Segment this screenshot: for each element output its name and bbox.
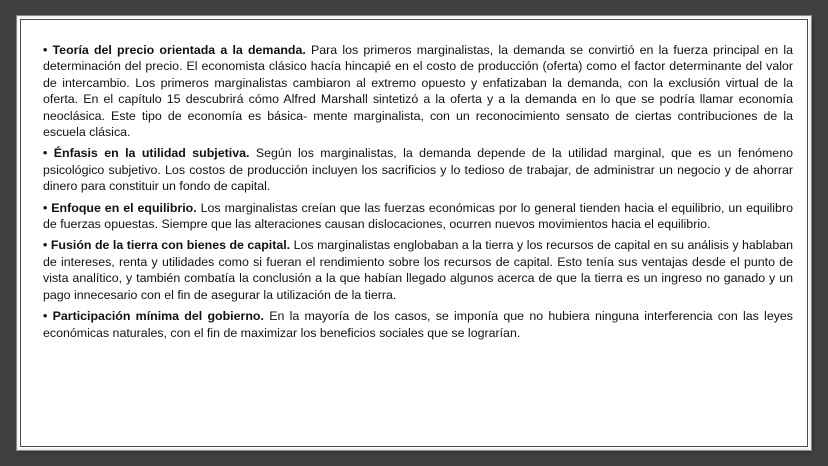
paragraph-title: Énfasis en la utilidad subjetiva. — [53, 146, 250, 161]
paragraph-land-capital-fusion — [43, 237, 793, 303]
paragraph-body: Para los primeros marginalistas, la demanda se convirtió en la fuerza principal en la determinación del precio. El economista clásico hacía hincapié en el costo de producción (oferta) como el factor determinante del valor de intercambio. Los primeros marginalistas cambiaron al extremo opuesto y enfatizaban la demanda, con la exclusión virtual de la oferta. En el capítulo 15 descubrirá cómo Alfred Marshall sintetizó a la oferta y a la demanda en lo que se podría llamar economía neoclásica. Este tipo de economía es básica- mente marginalista, con un reconocimiento sensato de ciertas contribuciones de la escuela clásica. — [43, 43, 793, 140]
paragraph-body: Los marginalistas creían que las fuerzas económicas por lo general tienden hacia el equilibrio, un equilibro de fuerzas opuestas. Siempre que las alteraciones causan dislocaciones, ocurren nuevos movimientos hacia el equilibrio. — [43, 200, 793, 232]
paragraph-equilibrium-focus — [43, 200, 793, 233]
paragraph-title: Fusión de la tierra con bienes de capital. — [50, 238, 291, 253]
slide-inner-frame — [20, 19, 808, 447]
paragraph-title: Participación mínima del gobierno. — [52, 309, 264, 324]
paragraph-demand-price-theory — [43, 42, 793, 140]
bullet-icon: • — [43, 238, 48, 253]
bullet-icon: • — [43, 43, 48, 57]
paragraph-title: Enfoque en el equilibrio. — [51, 200, 197, 215]
paragraph-body: Los marginalistas englobaban a la tierra y los recursos de capital en su análisis y hablaban de intereses, renta y utilidades como si fueran el rendimiento sobre los recursos de capital. Esto tenía sus ventajas desde el punto de vista analítico, y también combatía la conclusión a la que habían llegado algunos acerca de que la tierra es un ingreso no ganado y un pago innecesario con el fin de asegurar la utilización de la tierra. — [43, 238, 793, 302]
slide — [17, 16, 811, 450]
paragraph-body: En la mayoría de los casos, se imponía que no hubiera ninguna interferencia con las leyes económicas naturales, con el fin de maximizar los beneficios sociales que se lograrían. — [43, 309, 793, 340]
paragraph-body: Según los marginalistas, la demanda depende de la utilidad marginal, que es un fenómeno psicológico subjetivo. Los costos de producción incluyen los sacrificios y lo tedioso de trabajar, de administrar un negocio y de ahorrar dinero para constituir un fondo de capital. — [43, 146, 793, 194]
bullet-icon: • — [43, 146, 48, 161]
paragraph-title: Teoría del precio orientada a la demanda. — [52, 43, 306, 57]
paragraph-minimal-government — [43, 308, 793, 341]
bullet-icon: • — [43, 200, 48, 215]
slide-content — [43, 42, 793, 346]
paragraph-subjective-utility — [43, 145, 793, 194]
bullet-icon: • — [43, 309, 48, 324]
